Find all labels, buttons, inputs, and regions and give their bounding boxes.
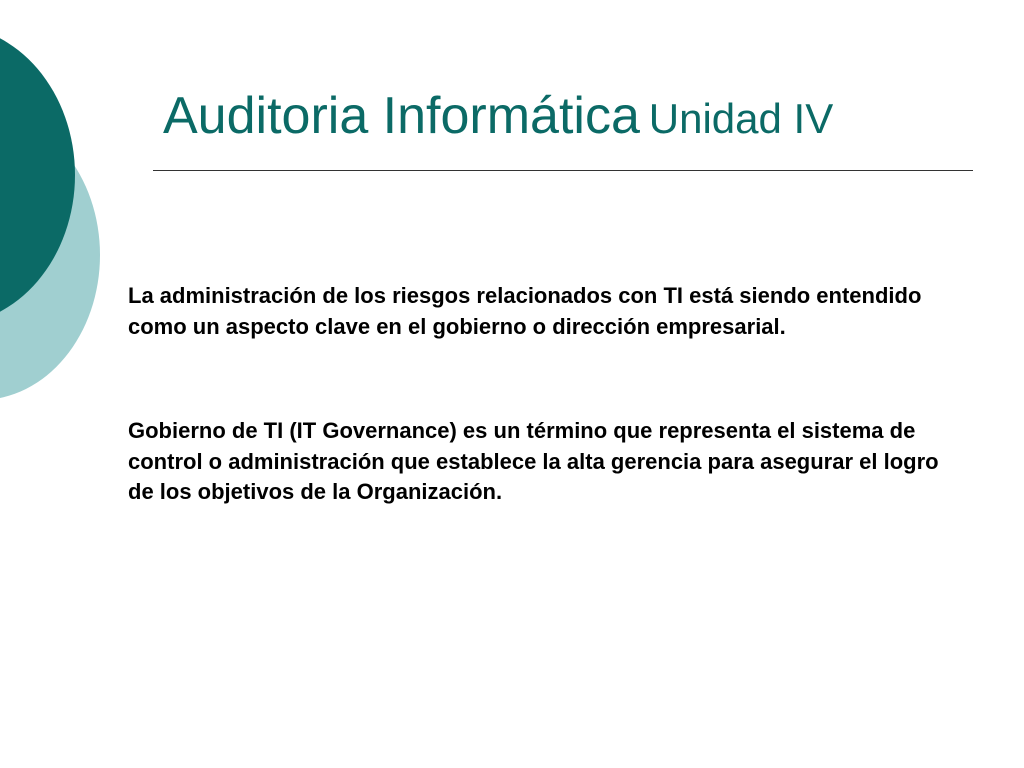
body-paragraph-2: Gobierno de TI (IT Governance) es un término que representa el sistema de control o administración que establece la alta gerencia para asegurar el logro de los objetivos de la Organización. bbox=[128, 418, 939, 504]
body-paragraph-1: La administración de los riesgos relacionados con TI está siendo entendido como un aspecto clave en el gobierno o dirección empresarial. bbox=[128, 283, 922, 339]
slide-title bbox=[163, 87, 834, 145]
slide-title-main: Auditoria Informática bbox=[163, 87, 640, 145]
slide-title-sub: Unidad IV bbox=[648, 95, 834, 142]
title-divider bbox=[153, 170, 973, 171]
